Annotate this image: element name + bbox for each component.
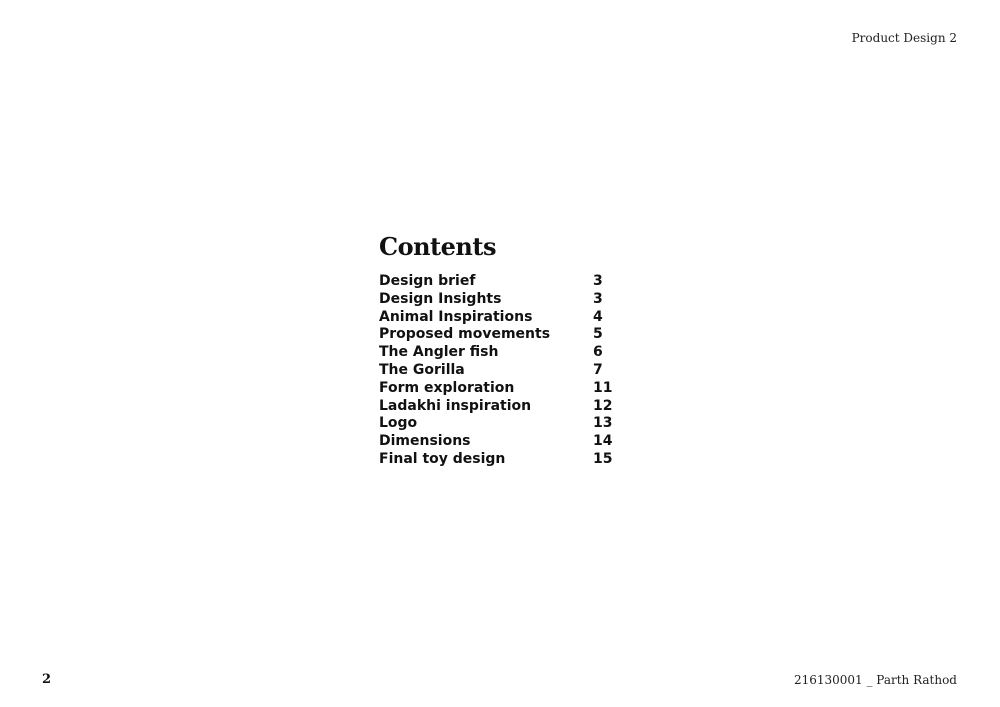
toc-entry-title: The Gorilla [379, 361, 465, 378]
toc-entry-page: 5 [593, 326, 603, 343]
toc-entry-page: 3 [593, 290, 603, 307]
toc-entry [379, 362, 639, 380]
toc-entry-title: Design Insights [379, 290, 502, 307]
toc-entry-title: Proposed movements [379, 326, 551, 343]
toc-entry [379, 398, 639, 416]
table-of-contents [379, 232, 639, 469]
toc-entry [379, 451, 639, 469]
toc-entry [379, 415, 639, 433]
toc-entry [379, 273, 639, 291]
toc-entry-title: The Angler fish [379, 344, 499, 361]
toc-entry-page: 14 [593, 433, 613, 450]
toc-entry-page: 15 [593, 450, 613, 467]
toc-entry [379, 344, 639, 362]
toc-entry-page: 4 [593, 308, 603, 325]
toc-entry-title: Ladakhi inspiration [379, 397, 532, 414]
toc-entry [379, 291, 639, 309]
toc-entry [379, 380, 639, 398]
footer-author: 216130001 _ Parth Rathod [793, 673, 957, 687]
toc-entry [379, 309, 639, 327]
toc-entry-title: Animal Inspirations [379, 308, 533, 325]
toc-entry-page: 13 [593, 415, 613, 432]
toc-entry-title: Dimensions [379, 433, 471, 450]
document-header-title: Product Design 2 [851, 31, 957, 45]
toc-entry-page: 7 [593, 361, 603, 378]
toc-entry [379, 433, 639, 451]
toc-entry-page: 3 [593, 273, 603, 289]
toc-entry-title: Final toy design [379, 450, 506, 467]
page-number: 2 [42, 672, 52, 687]
toc-entry [379, 326, 639, 344]
contents-heading: Contents [379, 232, 496, 261]
toc-entry-title: Logo [379, 415, 418, 432]
toc-entry-page: 11 [593, 379, 613, 396]
toc-list [379, 273, 639, 469]
toc-entry-title: Design brief [379, 273, 476, 289]
toc-entry-title: Form exploration [379, 379, 515, 396]
toc-entry-page: 12 [593, 397, 613, 414]
toc-entry-page: 6 [593, 344, 603, 361]
